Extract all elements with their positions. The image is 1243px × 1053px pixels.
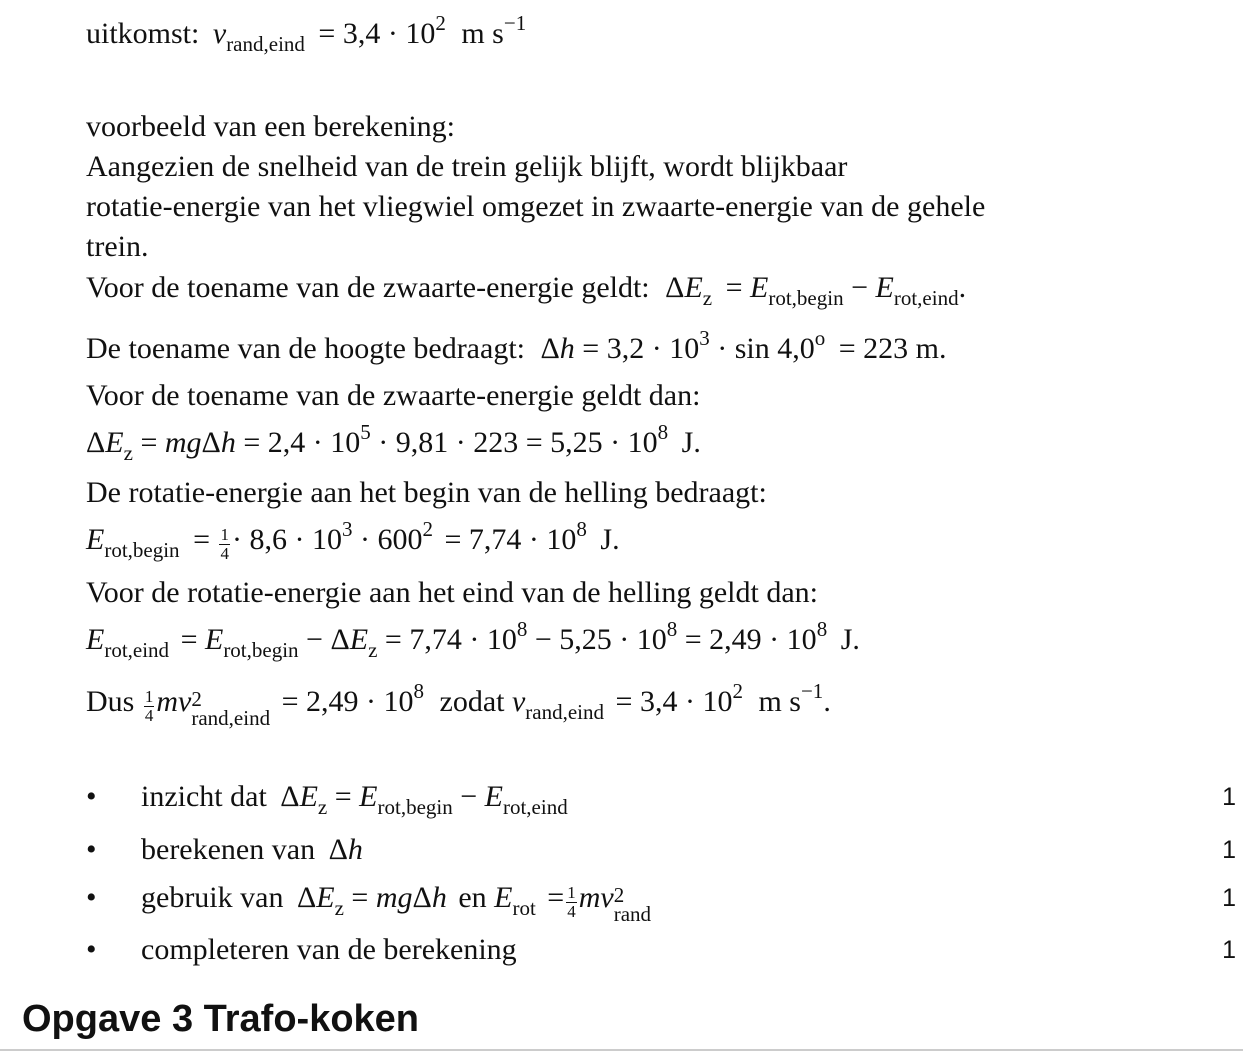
paragraph-line-1: Aangezien de snelheid van de trein gelijk blijft, wordt blijkbaar <box>86 150 848 183</box>
criterion-text: inzicht dat <box>141 780 267 813</box>
answer-unit: m s <box>461 17 504 50</box>
criterion-text: completeren van de berekening <box>141 933 517 966</box>
page-divider <box>0 1049 1243 1051</box>
step-3-text: Voor de toename van de zwaarte-energie geldt dan: <box>86 379 701 412</box>
section-heading: Opgave 3 Trafo-koken <box>22 998 420 1040</box>
example-title: voorbeeld van een berekening: <box>86 110 456 143</box>
fraction-quarter: $\frac{1}{4}$ <box>567 883 576 921</box>
criterion-score: 1 <box>1222 936 1236 964</box>
fraction-quarter: $\frac{1}{4}$ <box>144 687 154 725</box>
answer-line <box>86 11 527 56</box>
answer-unit-exponent: −1 <box>503 11 527 35</box>
answer-subscript: rand,eind <box>226 32 305 56</box>
step-final-velocity: Dus $\frac{1}{4}$ mv 2 rand,eind = $2,49 \cdot 10^8$ zodat $v_{rand,eind} = 3,4 \cdot 10^2$ m $s^{-1}$. <box>86 679 831 730</box>
criterion-row <box>86 932 1236 972</box>
criterion-text: berekenen van <box>141 833 316 866</box>
step-1-text: Voor de toename van de zwaarte-energie geldt: <box>86 271 650 304</box>
criterion-row: • berekenen van Δh 1 <box>86 833 1236 866</box>
answer-value: = 3,4 · 10 <box>318 17 436 50</box>
answer-label: uitkomst: <box>86 17 200 50</box>
criterion-text: gebruik van <box>141 881 284 914</box>
criterion-row: • inzicht dat $\Delta E_z = E_{rot,begin} - E_{rot,eind}$ 1 <box>86 780 1236 819</box>
step-height-gain: De toename van de hoogte bedraagt: $\Delta h = 3,2 \cdot 10^3 \cdot \sin 4,0^o = 223$ m. <box>86 326 947 365</box>
bullet: • <box>86 881 97 914</box>
bullet: • <box>86 780 97 813</box>
bullet: • <box>86 933 97 966</box>
criterion-row: • gebruik van $\Delta E_z = mg\Delta h$ en $E_{rot}$ = $\frac{1}{4}$ mv 2 rand 1 <box>86 881 1236 926</box>
step-7-text: Voor de rotatie-energie aan het eind van de helling geldt dan: <box>86 576 818 609</box>
criterion-score: 1 <box>1222 836 1236 864</box>
answer-exponent: 2 <box>435 11 446 35</box>
step-potential-energy: $\Delta E_z = mg\Delta h = 2,4 \cdot 10^5 \cdot 9,81 \cdot 223 = 5,25 \cdot 10^8$ J. <box>86 420 701 465</box>
fraction-quarter: $\frac{1}{4}$ <box>220 525 229 563</box>
step-rotation-energy-end: $E_{rot,eind} = E_{rot,begin} - \Delta E_z = 7,74 \cdot 10^8 - 5,25 \cdot 10^8 = 2,49 \cdot 10^8$ J. <box>86 617 860 662</box>
step-2-text: De toename van de hoogte bedraagt: <box>86 332 525 365</box>
paragraph-line-3: trein. <box>86 230 149 263</box>
bullet: • <box>86 833 97 866</box>
step-5-text: De rotatie-energie aan het begin van de helling bedraagt: <box>86 476 767 509</box>
step-rotation-energy-begin: $E_{rot,begin}$ = $\frac{1}{4}$ · $8,6 \cdot 10^3 \cdot 600^2 = 7,74 \cdot 10^8$ J. <box>86 517 620 563</box>
criterion-score: 1 <box>1222 783 1236 811</box>
answer-symbol: v <box>212 17 227 50</box>
criterion-score: 1 <box>1222 884 1236 912</box>
paragraph-line-2: rotatie-energie van het vliegwiel omgezet in zwaarte-energie van de gehele <box>86 190 986 223</box>
step-energy-relation: Voor de toename van de zwaarte-energie geldt: $\Delta E_z = E_{rot,begin} - E_{rot,eind}$. <box>86 271 967 310</box>
